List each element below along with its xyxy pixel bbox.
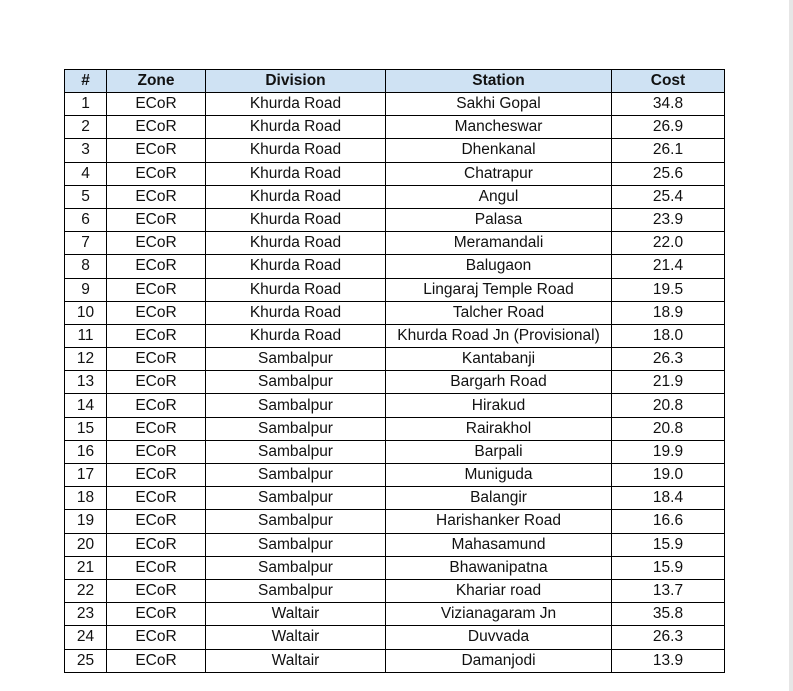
zone-cell: ECoR [107, 464, 206, 487]
table-row [65, 324, 725, 347]
cost-cell: 16.6 [612, 510, 725, 533]
division-cell: Sambalpur [206, 440, 386, 463]
cost-cell: 22.0 [612, 232, 725, 255]
division-cell: Sambalpur [206, 556, 386, 579]
cost-cell: 20.8 [612, 417, 725, 440]
station-cell: Muniguda [386, 464, 612, 487]
zone-cell: ECoR [107, 510, 206, 533]
station-cell: Barpali [386, 440, 612, 463]
zone-cell: ECoR [107, 348, 206, 371]
zone-cell: ECoR [107, 371, 206, 394]
zone-cell: ECoR [107, 93, 206, 116]
station-cell: Vizianagaram Jn [386, 603, 612, 626]
zone-cell: ECoR [107, 301, 206, 324]
zone-cell: ECoR [107, 139, 206, 162]
division-cell: Khurda Road [206, 255, 386, 278]
division-cell: Khurda Road [206, 116, 386, 139]
row-number: 12 [65, 348, 107, 371]
zone-cell: ECoR [107, 556, 206, 579]
zone-cell: ECoR [107, 185, 206, 208]
cost-cell: 25.4 [612, 185, 725, 208]
zone-cell: ECoR [107, 626, 206, 649]
division-cell: Sambalpur [206, 464, 386, 487]
row-number: 19 [65, 510, 107, 533]
table-row [65, 440, 725, 463]
header-zone: Zone [107, 70, 206, 93]
row-number: 16 [65, 440, 107, 463]
cost-cell: 13.9 [612, 649, 725, 672]
division-cell: Sambalpur [206, 579, 386, 602]
station-cell: Talcher Road [386, 301, 612, 324]
table-row [65, 579, 725, 602]
table-row [65, 116, 725, 139]
row-number: 9 [65, 278, 107, 301]
row-number: 5 [65, 185, 107, 208]
row-number: 14 [65, 394, 107, 417]
division-cell: Khurda Road [206, 324, 386, 347]
cost-cell: 18.0 [612, 324, 725, 347]
table-row [65, 232, 725, 255]
row-number: 20 [65, 533, 107, 556]
cost-cell: 25.6 [612, 162, 725, 185]
cost-cell: 19.0 [612, 464, 725, 487]
station-cell: Sakhi Gopal [386, 93, 612, 116]
table-row [65, 487, 725, 510]
division-cell: Sambalpur [206, 348, 386, 371]
row-number: 3 [65, 139, 107, 162]
station-cell: Palasa [386, 208, 612, 231]
header-station: Station [386, 70, 612, 93]
table-row [65, 603, 725, 626]
zone-cell: ECoR [107, 417, 206, 440]
station-cell: Harishanker Road [386, 510, 612, 533]
table-row [65, 394, 725, 417]
station-cost-table [64, 69, 725, 673]
table-row [65, 139, 725, 162]
row-number: 18 [65, 487, 107, 510]
station-cell: Khurda Road Jn (Provisional) [386, 324, 612, 347]
zone-cell: ECoR [107, 394, 206, 417]
table-row [65, 556, 725, 579]
table-row [65, 162, 725, 185]
table-row [65, 278, 725, 301]
row-number: 15 [65, 417, 107, 440]
zone-cell: ECoR [107, 533, 206, 556]
station-cell: Damanjodi [386, 649, 612, 672]
division-cell: Khurda Road [206, 232, 386, 255]
row-number: 7 [65, 232, 107, 255]
division-cell: Sambalpur [206, 417, 386, 440]
station-cell: Balangir [386, 487, 612, 510]
cost-cell: 18.4 [612, 487, 725, 510]
zone-cell: ECoR [107, 116, 206, 139]
row-number: 21 [65, 556, 107, 579]
cost-cell: 13.7 [612, 579, 725, 602]
cost-cell: 19.9 [612, 440, 725, 463]
row-number: 2 [65, 116, 107, 139]
table-row [65, 208, 725, 231]
cost-cell: 26.3 [612, 348, 725, 371]
division-cell: Waltair [206, 649, 386, 672]
zone-cell: ECoR [107, 649, 206, 672]
table-row [65, 371, 725, 394]
cost-cell: 26.1 [612, 139, 725, 162]
table-row [65, 301, 725, 324]
zone-cell: ECoR [107, 579, 206, 602]
station-cell: Angul [386, 185, 612, 208]
row-number: 17 [65, 464, 107, 487]
zone-cell: ECoR [107, 162, 206, 185]
table-row [65, 185, 725, 208]
station-cell: Mahasamund [386, 533, 612, 556]
row-number: 23 [65, 603, 107, 626]
division-cell: Khurda Road [206, 301, 386, 324]
station-cell: Hirakud [386, 394, 612, 417]
row-number: 13 [65, 371, 107, 394]
zone-cell: ECoR [107, 603, 206, 626]
station-cell: Bargarh Road [386, 371, 612, 394]
division-cell: Khurda Road [206, 139, 386, 162]
zone-cell: ECoR [107, 255, 206, 278]
table-body [65, 93, 725, 673]
table-row [65, 417, 725, 440]
table-row [65, 464, 725, 487]
zone-cell: ECoR [107, 487, 206, 510]
division-cell: Waltair [206, 603, 386, 626]
zone-cell: ECoR [107, 440, 206, 463]
station-cell: Duvvada [386, 626, 612, 649]
cost-cell: 20.8 [612, 394, 725, 417]
row-number: 24 [65, 626, 107, 649]
station-cell: Lingaraj Temple Road [386, 278, 612, 301]
row-number: 11 [65, 324, 107, 347]
station-cell: Kantabanji [386, 348, 612, 371]
station-cell: Chatrapur [386, 162, 612, 185]
cost-cell: 21.4 [612, 255, 725, 278]
table-row [65, 626, 725, 649]
row-number: 6 [65, 208, 107, 231]
cost-cell: 23.9 [612, 208, 725, 231]
table-row [65, 255, 725, 278]
row-number: 1 [65, 93, 107, 116]
division-cell: Waltair [206, 626, 386, 649]
station-cell: Meramandali [386, 232, 612, 255]
zone-cell: ECoR [107, 208, 206, 231]
cost-cell: 18.9 [612, 301, 725, 324]
division-cell: Khurda Road [206, 185, 386, 208]
division-cell: Khurda Road [206, 278, 386, 301]
division-cell: Khurda Road [206, 208, 386, 231]
cost-cell: 21.9 [612, 371, 725, 394]
division-cell: Sambalpur [206, 394, 386, 417]
row-number: 10 [65, 301, 107, 324]
division-cell: Sambalpur [206, 533, 386, 556]
zone-cell: ECoR [107, 324, 206, 347]
station-cell: Bhawanipatna [386, 556, 612, 579]
cost-cell: 15.9 [612, 533, 725, 556]
division-cell: Khurda Road [206, 162, 386, 185]
row-number: 4 [65, 162, 107, 185]
header-cost: Cost [612, 70, 725, 93]
table-row [65, 93, 725, 116]
station-cell: Dhenkanal [386, 139, 612, 162]
division-cell: Sambalpur [206, 510, 386, 533]
cost-cell: 19.5 [612, 278, 725, 301]
station-cell: Rairakhol [386, 417, 612, 440]
cost-cell: 15.9 [612, 556, 725, 579]
header-number: # [65, 70, 107, 93]
row-number: 8 [65, 255, 107, 278]
row-number: 22 [65, 579, 107, 602]
table-row [65, 510, 725, 533]
page-edge [789, 0, 793, 691]
division-cell: Sambalpur [206, 487, 386, 510]
station-cell: Mancheswar [386, 116, 612, 139]
row-number: 25 [65, 649, 107, 672]
cost-cell: 26.9 [612, 116, 725, 139]
table-row [65, 533, 725, 556]
cost-cell: 35.8 [612, 603, 725, 626]
table-row [65, 348, 725, 371]
station-cell: Khariar road [386, 579, 612, 602]
cost-cell: 34.8 [612, 93, 725, 116]
zone-cell: ECoR [107, 278, 206, 301]
header-row [65, 70, 725, 93]
division-cell: Khurda Road [206, 93, 386, 116]
header-division: Division [206, 70, 386, 93]
station-cell: Balugaon [386, 255, 612, 278]
division-cell: Sambalpur [206, 371, 386, 394]
cost-cell: 26.3 [612, 626, 725, 649]
zone-cell: ECoR [107, 232, 206, 255]
table-row [65, 649, 725, 672]
